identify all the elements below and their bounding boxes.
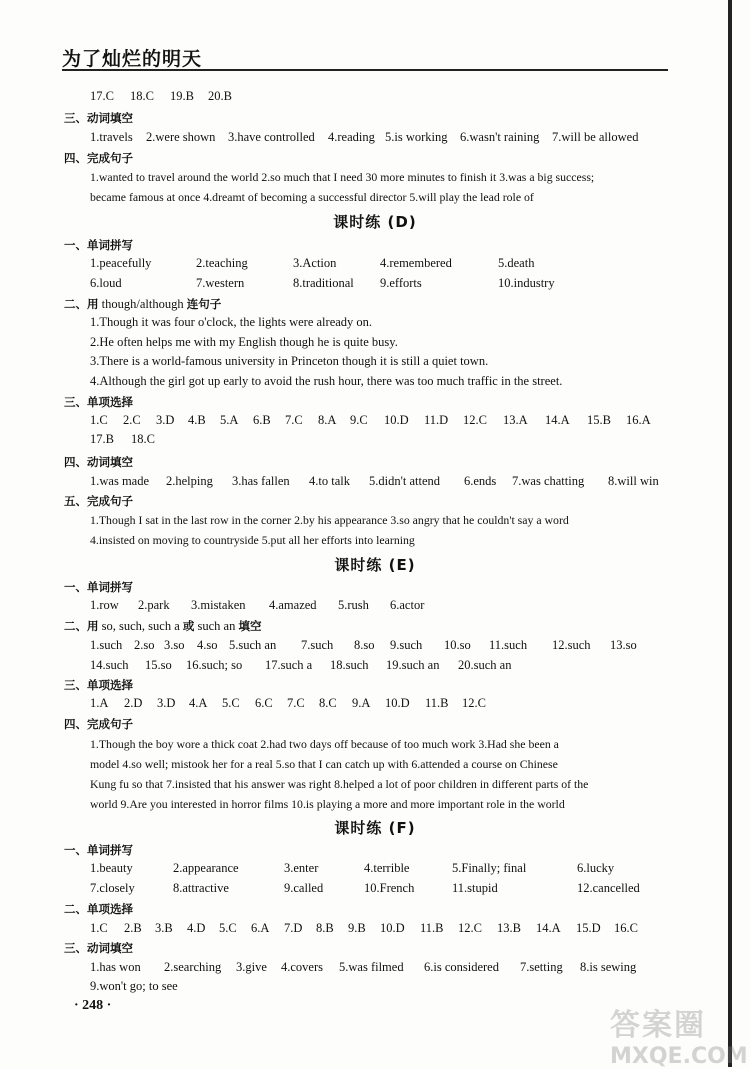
answer-item: 1.travels	[90, 130, 133, 144]
answer-item: 1.A	[90, 696, 109, 710]
answer-item: 3.D	[156, 413, 175, 427]
answer-item: 4.to talk	[309, 474, 350, 488]
answer-item: 10.so	[444, 638, 471, 652]
answer-item: 4.A	[189, 696, 208, 710]
answer-item: 6.C	[255, 696, 273, 710]
answer-item: 7.such	[301, 638, 334, 652]
heading-keywords: so, such, such a	[98, 619, 183, 633]
answer-item: 7.was chatting	[512, 474, 585, 488]
answer-item: 13.A	[503, 413, 528, 427]
answer-item: 6.actor	[390, 598, 425, 612]
section-heading: 三、单项选择	[64, 678, 133, 692]
answer-item: 6.ends	[464, 474, 497, 488]
lesson-title: 课时练 (F)	[334, 819, 416, 837]
answer-item: 7.setting	[520, 960, 563, 974]
answer-item: 8.so	[354, 638, 375, 652]
answer-item: 2.helping	[166, 474, 213, 488]
heading-prefix: 二、用	[64, 619, 99, 633]
answer-item: 3.have controlled	[228, 130, 315, 144]
answer-item: 9.such	[390, 638, 423, 652]
answer-item: 16.such; so	[186, 658, 243, 672]
answer-item: 12.C	[463, 413, 487, 427]
answer-item: 9.called	[284, 881, 324, 895]
answer-item: 10.French	[364, 881, 415, 895]
section-heading: 五、完成句子	[64, 494, 133, 508]
answer-item: 5.death	[498, 256, 535, 270]
answer-item: 10.D	[385, 696, 410, 710]
answer-item: 3.B	[155, 921, 173, 935]
answer-item: 5.didn't attend	[369, 474, 440, 488]
answer-item: 4.D	[187, 921, 206, 935]
answer-item: 2.appearance	[173, 861, 239, 875]
answer-item: 3.give	[236, 960, 267, 974]
answer-item: 1.was made	[90, 474, 150, 488]
answer-item: 8.attractive	[173, 881, 229, 895]
section-heading: 一、单词拼写	[64, 843, 133, 857]
page-title: 为了灿烂的明天	[62, 48, 203, 70]
answer-item: 11.D	[424, 413, 449, 427]
answer-item: 3.Action	[293, 256, 337, 270]
answer-item: 2.so	[134, 638, 155, 652]
answer-item: 3.D	[157, 696, 176, 710]
answer-item: 14.A	[545, 413, 570, 427]
answer-item: 5.such an	[229, 638, 277, 652]
answer-item: 1.has won	[90, 960, 141, 974]
answer-line: 1.Though I sat in the last row in the corner 2.by his appearance 3.so angry that he couldn't say a word	[90, 513, 569, 527]
answer-item: 13.B	[497, 921, 521, 935]
answer-item: 2.searching	[164, 960, 222, 974]
answer-item: 12.such	[552, 638, 591, 652]
answer-item: 4.so	[197, 638, 218, 652]
answer-item: 1.such	[90, 638, 123, 652]
sentence-line: 4.Although the girl got up early to avoid the rush hour, there was too much traffic in the street.	[90, 374, 563, 388]
answer-item: 5.rush	[338, 598, 369, 612]
answer-item: 4.reading	[328, 130, 375, 144]
answer-item: 2.C	[123, 413, 141, 427]
answer-item: 4.remembered	[380, 256, 452, 270]
answer-item: 6.B	[253, 413, 271, 427]
answer-item: 2.B	[124, 921, 142, 935]
answer-line: 4.insisted on moving to countryside 5.put all her efforts into learning	[90, 533, 415, 547]
answer-item: 9.B	[348, 921, 366, 935]
answer-item: 20.such an	[458, 658, 512, 672]
answer-item: 13.so	[610, 638, 637, 652]
answer-line: model 4.so well; mistook her for a real 5.so that I can catch up with 6.attended a course on Chinese	[90, 757, 558, 771]
answer-item: 1.C	[90, 921, 108, 935]
answer-item: 3.mistaken	[191, 598, 246, 612]
answer-item: 8.is sewing	[580, 960, 637, 974]
page-number: · 248 ·	[74, 998, 112, 1013]
answer-item: 1.beauty	[90, 861, 133, 875]
answer-item: 1.row	[90, 598, 119, 612]
answer-item: 10.industry	[498, 276, 555, 290]
answer-item: 4.covers	[281, 960, 323, 974]
answer-line: 1.wanted to travel around the world 2.so much that I need 30 more minutes to finish it 3.was a big success;	[90, 170, 595, 184]
answer-item: 3.has fallen	[232, 474, 290, 488]
heading-suffix: 填空	[238, 619, 262, 633]
answer-item: 7.western	[196, 276, 245, 290]
sentence-line: 2.He often helps me with my English though he is quite busy.	[90, 335, 398, 349]
answer-item: 7.C	[287, 696, 305, 710]
heading-connector: 或	[182, 619, 195, 633]
answer-line: Kung fu so that 7.insisted that his answer was right 8.helped a lot of poor children in different parts of the	[90, 777, 589, 791]
answer-item: 11.stupid	[452, 881, 498, 895]
answer-item: 1.C	[90, 413, 108, 427]
answer-item: 17.such a	[265, 658, 313, 672]
answer-item: 18.such	[330, 658, 369, 672]
section-heading: 三、动词填空	[64, 941, 133, 955]
answer-item: 4.terrible	[364, 861, 410, 875]
answer-item: 11.such	[489, 638, 528, 652]
answer-item: 6.is considered	[424, 960, 499, 974]
answer-item: 9.efforts	[380, 276, 422, 290]
watermark-text: 答案圈	[610, 1008, 706, 1043]
sentence-line: 3.There is a world-famous university in Princeton though it is still a quiet town.	[90, 354, 489, 368]
watermark-logo	[610, 1000, 748, 1069]
lesson-title: 课时练 (E)	[334, 556, 416, 574]
answer-line: 9.won't go; to see	[90, 979, 178, 993]
answer-item: 9.A	[352, 696, 371, 710]
answer-item: 20.B	[208, 89, 232, 103]
answer-item: 3.so	[164, 638, 185, 652]
answer-item: 3.enter	[284, 861, 319, 875]
section-heading	[64, 618, 261, 634]
answer-item: 12.cancelled	[577, 881, 640, 895]
section-heading: 一、单词拼写	[64, 580, 133, 594]
answer-item: 19.such an	[386, 658, 440, 672]
section-heading: 四、完成句子	[64, 717, 133, 731]
answer-item: 12.C	[462, 696, 486, 710]
answer-item: 16.A	[626, 413, 651, 427]
section-heading: 一、单词拼写	[64, 238, 133, 252]
answer-item: 10.D	[384, 413, 409, 427]
answer-item: 10.D	[380, 921, 405, 935]
heading-prefix: 二、用	[64, 297, 99, 311]
answer-item: 8.B	[316, 921, 334, 935]
sentence-line: 1.Though it was four o'clock, the lights were already on.	[90, 315, 373, 329]
section-heading: 四、动词填空	[64, 455, 133, 469]
answer-item: 6.lucky	[577, 861, 615, 875]
answer-item: 11.B	[420, 921, 444, 935]
answer-item: 7.C	[285, 413, 303, 427]
heading-suffix: 连句子	[186, 297, 222, 311]
answer-item: 15.so	[145, 658, 172, 672]
answer-item: 6.loud	[90, 276, 122, 290]
answer-item: 2.teaching	[196, 256, 248, 270]
answer-item: 14.such	[90, 658, 129, 672]
answer-item: 5.is working	[385, 130, 448, 144]
section-heading: 四、完成句子	[64, 151, 133, 165]
answer-item: 5.was filmed	[339, 960, 404, 974]
section-heading: 二、单项选择	[64, 902, 133, 916]
answer-item: 8.A	[318, 413, 337, 427]
answer-item: 7.closely	[90, 881, 135, 895]
answer-line: 1.Though the boy wore a thick coat 2.had two days off because of too much work 3.Had she been a	[90, 737, 559, 751]
heading-keywords: such an	[194, 619, 239, 633]
section-heading	[64, 296, 221, 312]
answer-item: 6.wasn't raining	[460, 130, 540, 144]
answer-item: 16.C	[614, 921, 638, 935]
answer-item: 19.B	[170, 89, 194, 103]
answer-item: 12.C	[458, 921, 482, 935]
answer-item: 2.park	[138, 598, 170, 612]
answer-line: became famous at once 4.dreamt of becoming a successful director 5.will play the lead role of	[90, 190, 534, 204]
section-heading: 三、动词填空	[64, 111, 133, 125]
answer-item: 11.B	[425, 696, 449, 710]
answer-item: 8.will win	[608, 474, 659, 488]
answer-item: 7.will be allowed	[552, 130, 639, 144]
answer-item: 15.B	[587, 413, 611, 427]
lesson-title: 课时练 (D)	[333, 213, 417, 231]
answer-item: 8.traditional	[293, 276, 354, 290]
heading-keywords: though/although	[98, 297, 187, 311]
answer-item: 6.A	[251, 921, 270, 935]
section-heading: 三、单项选择	[64, 395, 133, 409]
answer-item: 8.C	[319, 696, 337, 710]
answer-item: 2.were shown	[146, 130, 216, 144]
watermark-domain: MXQE.COM	[610, 1044, 748, 1069]
answer-item: 9.C	[350, 413, 368, 427]
answer-item: 14.A	[536, 921, 561, 935]
answer-item: 17.C	[90, 89, 114, 103]
answer-item: 2.D	[124, 696, 143, 710]
answer-item: 7.D	[284, 921, 303, 935]
answer-item: 4.B	[188, 413, 206, 427]
answer-item: 15.D	[576, 921, 601, 935]
answer-item: 17.B	[90, 432, 114, 446]
answer-item: 4.amazed	[269, 598, 317, 612]
answer-item: 18.C	[130, 89, 154, 103]
answer-item: 5.A	[220, 413, 239, 427]
answer-item: 5.Finally; final	[452, 861, 527, 875]
answer-item: 5.C	[222, 696, 240, 710]
answer-item: 18.C	[131, 432, 155, 446]
answer-item: 1.peacefully	[90, 256, 152, 270]
answer-line: world 9.Are you interested in horror films 10.is playing a more and more important role in the world	[90, 797, 565, 811]
answer-item: 5.C	[219, 921, 237, 935]
